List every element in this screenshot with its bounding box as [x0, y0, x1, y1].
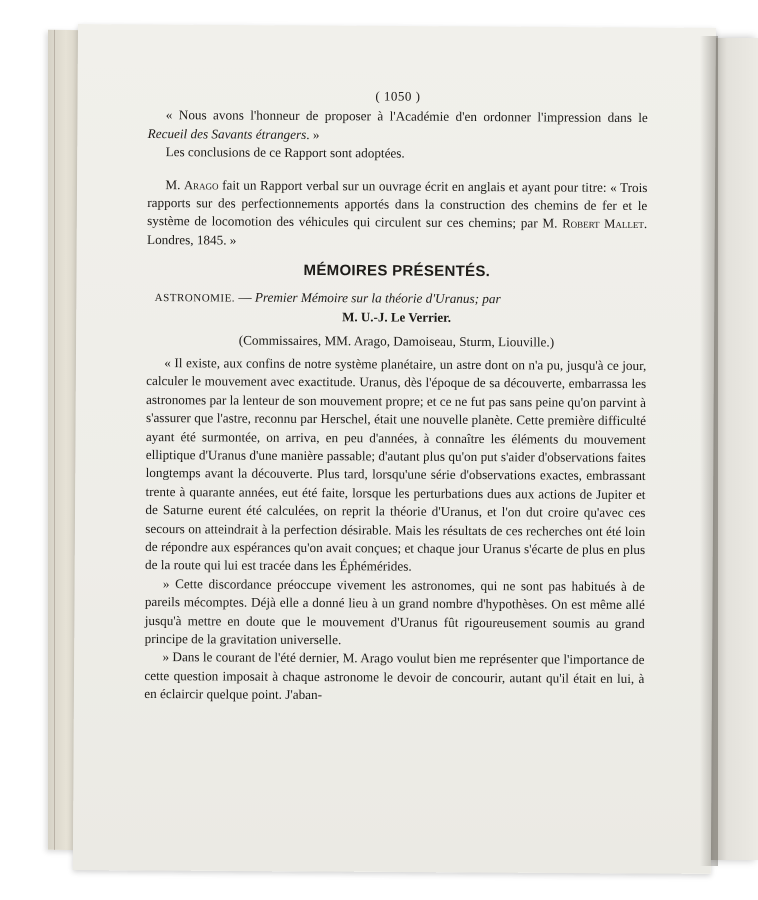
book-gutter-shadow	[700, 36, 718, 866]
arago-text: fait un Rapport verbal sur un ouvrage écrit en anglais et ayant pour titre: « Trois rapports sur des perfectionnements apportés dans la construction des chemins de fer et le système de locomotion des véhicules qui circulent sur ces chemins; par M.	[147, 177, 648, 231]
memoire-dash: —	[235, 289, 255, 305]
memoire-title: Premier Mémoire sur la théorie d'Uranus; par	[254, 289, 501, 306]
body-paragraph-2: » Cette discordance préoccupe vivement les astronomes, qui ne sont pas habitués à de pareils mécomptes. Déjà elle a donné lieu à un grand nombre d'hypothèses. On est même allé jusqu'à mettre en doute que le mouvement d'Uranus fût rigoureusement soumis au grand principe de la gravitation universelle.	[144, 575, 645, 648]
intro-paragraph	[148, 106, 648, 146]
recueil-title: Recueil des Savants étrangers	[147, 125, 307, 142]
page-number: ( 1050 )	[375, 88, 421, 104]
conclusions-line: Les conclusions de ce Rapport sont adoptées.	[165, 144, 405, 161]
intro-end: . »	[306, 126, 320, 142]
memoire-title-line	[147, 288, 647, 310]
commissaires-line: (Commissaires, MM. Arago, Damoiseau, Sturm, Liouville.)	[238, 333, 555, 350]
section-heading: MÉMOIRES PRÉSENTÉS.	[303, 262, 491, 281]
body-paragraph-1: « Il existe, aux confins de notre système planétaire, un astre dont on n'a pu, jusqu'à ce jour, calculer le mouvement avec exactitude. Uranus, dès l'époque de sa découverte, embarrassa les astronomes par la lenteur de son mouvement propre; et ce ne fut pas sans peine qu'on parvint à s'assurer que l'astre, reconnu par Herschel, était une nouvelle planète. Cette première difficulté ayant été surmontée, on arriva, en peu d'années, à connaître les éléments du mouvement elliptique d'Uranus d'une manière passable; d'autant plus qu'on put s'aider d'observations faites longtemps avant la découverte. Plus tard, lorsqu'une série d'observations exactes, embrassant trente à quarante années, eut été faite, lorsque les perturbations dues aux actions de Jupiter et de Saturne eurent été calculées, on reprit la théorie d'Uranus, et l'on dut croire qu'avec ces secours on atteindrait à la perfection désirable. Mais les résultats de ces recherches ont été loin de répondre aux espérances qu'on avait conçues; et chaque jour Uranus s'écarte de plus en plus de la route qui lui est tracée dans les Éphémérides.	[145, 354, 647, 574]
arago-prefix: M.	[165, 176, 181, 192]
intro-text: « Nous avons l'honneur de proposer à l'Académie d'en ordonner l'impression dans le	[165, 107, 648, 126]
arago-name: Arago	[183, 177, 219, 193]
page-text	[144, 86, 648, 707]
arago-end: . Londres, 1845. »	[147, 216, 648, 248]
mallet-name: Robert Mallet	[562, 216, 644, 232]
body-paragraph-3: » Dans le courant de l'été dernier, M. Arago voulut bien me représenter que l'importance de cette question imposait à chaque astronome le devoir de concourir, autant qu'il était en lui, à en éclaircir quelque point. J'aban-	[144, 649, 645, 703]
memoire-author: M. U.-J. Le Verrier.	[342, 309, 452, 325]
arago-report	[147, 176, 647, 253]
memoire-label: ASTRONOMIE.	[154, 291, 236, 305]
